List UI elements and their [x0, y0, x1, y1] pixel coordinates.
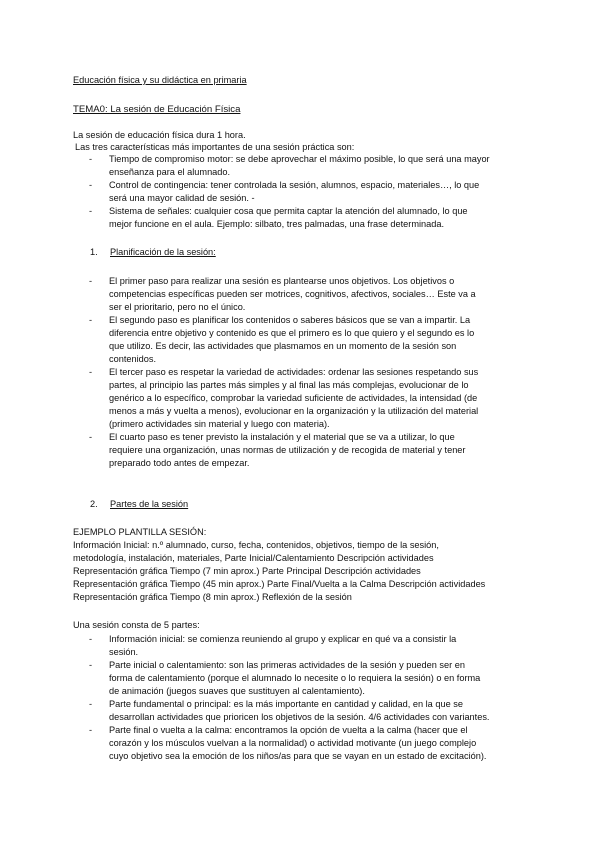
- list-line: menos a más y vuelta a menos), evolucionar en la organización y la utilización del material: [109, 406, 479, 416]
- list-item: [73, 205, 533, 231]
- list-line: El primer paso para realizar una sesión es plantearse unos objetivos. Los objetivos o: [109, 276, 455, 286]
- list-line: contenidos.: [109, 354, 156, 364]
- example-line: Representación gráfica Tiempo (7 min aprox.) Parte Principal Descripción actividades: [73, 566, 421, 576]
- list-line: partes, al principio las partes más simples y al final las más complejas, evolucionar de lo: [109, 380, 469, 390]
- list-item: [73, 724, 533, 763]
- list-line: cuyo objetivo sea la emoción de los niños/as para que se vayan en un estado de excitación).: [109, 751, 487, 761]
- example-line: metodología, instalación, materiales, Parte Inicial/Calentamiento Descripción actividades: [73, 553, 434, 563]
- list-line: (primero actividades sin material y luego con materia).: [109, 419, 330, 429]
- characteristics-list: [73, 153, 533, 231]
- section-number: 2.: [90, 499, 98, 509]
- list-line: Parte inicial o calentamiento: son las primeras actividades de la sesión y pueden ser en: [109, 660, 465, 670]
- parts-intro: Una sesión consta de 5 partes:: [73, 620, 200, 630]
- list-line: Parte fundamental o principal: es la más importante en cantidad y calidad, en la que se: [109, 699, 463, 709]
- list-line: forma de calentamiento (porque el alumnado lo necesite o lo requiera la sesión) o en forma: [109, 673, 481, 683]
- list-line: requiere una organización, unas normas de utilización y de recogida de material y tener: [109, 445, 466, 455]
- list-line: mejor funcione en el aula. Ejemplo: silbato, tres palmadas, una frase determinada.: [109, 219, 445, 229]
- bullet: -: [89, 634, 93, 644]
- list-line: genérico a lo específico, comprobar la variedad suficiente de actividades, la intensidad (de: [109, 393, 478, 403]
- list-line: de animación (juegos suaves que sustituyen al calentamiento).: [109, 686, 365, 696]
- list-line: El tercer paso es respetar la variedad de actividades: ordenar las sesiones respetando sus: [109, 367, 479, 377]
- bullet: -: [89, 367, 93, 377]
- bullet: -: [89, 154, 93, 164]
- bullet: -: [89, 315, 93, 325]
- document-title: Educación física y su didáctica en primaria: [73, 75, 247, 85]
- list-line: enseñanza para el alumnado.: [109, 167, 231, 177]
- example-title: EJEMPLO PLANTILLA SESIÓN:: [73, 527, 207, 537]
- section-number: 1.: [90, 247, 98, 257]
- example-line: Representación gráfica Tiempo (45 min aprox.) Parte Final/Vuelta a la Calma Descripción actividades: [73, 579, 486, 589]
- bullet: -: [89, 276, 93, 286]
- list-line: será una mayor calidad de sesión. -: [109, 193, 255, 203]
- bullet: -: [89, 180, 93, 190]
- list-item: [73, 431, 533, 470]
- list-line: Control de contingencia: tener controlada la sesión, alumnos, espacio, materiales…, lo que: [109, 180, 480, 190]
- example-template: [73, 539, 543, 604]
- list-line: preparado todo antes de empezar.: [109, 458, 250, 468]
- list-line: diferencia entre objetivo y contenido es que el primero es lo que quiero y el segundo es lo: [109, 328, 475, 338]
- list-line: competencias específicas pueden ser motrices, cognitivos, afectivos, sociales… Este va a: [109, 289, 476, 299]
- list-item: [73, 633, 533, 659]
- list-line: corazón y los músculos vuelvan a la normalidad) o actividad motivante (un juego complejo: [109, 738, 477, 748]
- bullet: -: [89, 660, 93, 670]
- intro-line-1: La sesión de educación física dura 1 hora.: [73, 130, 246, 140]
- list-line: desarrollan actividades que prioricen los objetivos de la sesión. 4/6 actividades con variantes.: [109, 712, 490, 722]
- topic-title: TEMA0: La sesión de Educación Física: [73, 104, 241, 115]
- list-item: [73, 314, 533, 366]
- bullet: -: [89, 699, 93, 709]
- list-line: ser el prioritario, pero no el único.: [109, 302, 246, 312]
- list-line: El cuarto paso es tener previsto la instalación y el material que se va a utilizar, lo que: [109, 432, 455, 442]
- section-heading-parts: [90, 498, 188, 511]
- list-line: Sistema de señales: cualquier cosa que permita captar la atención del alumnado, lo que: [109, 206, 468, 216]
- section-heading-planning: [90, 246, 216, 259]
- example-line: Representación gráfica Tiempo (8 min aprox.) Reflexión de la sesión: [73, 592, 352, 602]
- list-line: El segundo paso es planificar los contenidos o saberes básicos que se van a impartir. La: [109, 315, 471, 325]
- bullet: -: [89, 432, 93, 442]
- section-title: Partes de la sesión: [110, 499, 189, 509]
- list-item: [73, 698, 533, 724]
- list-line: sesión.: [109, 647, 139, 657]
- list-line: Parte final o vuelta a la calma: encontramos la opción de vuelta a la calma (hacer que el: [109, 725, 468, 735]
- bullet: -: [89, 725, 93, 735]
- list-line: que utilizo. Es decir, las actividades que plasmamos en un momento de la sesión son: [109, 341, 457, 351]
- intro-line-2: Las tres características más importantes de una sesión práctica son:: [75, 142, 355, 152]
- example-line: Información Inicial: n.º alumnado, curso, fecha, contenidos, objetivos, tiempo de la sesión,: [73, 540, 439, 550]
- list-item: [73, 275, 533, 314]
- list-item: [73, 366, 533, 431]
- list-line: Tiempo de compromiso motor: se debe aprovechar el máximo posible, lo que será una mayor: [109, 154, 490, 164]
- list-item: [73, 179, 533, 205]
- list-line: Información inicial: se comienza reuniendo al grupo y explicar en qué va a consistir la: [109, 634, 457, 644]
- parts-list: [73, 633, 533, 763]
- list-item: [73, 659, 533, 698]
- planning-list: [73, 275, 533, 470]
- section-title: Planificación de la sesión:: [110, 247, 216, 257]
- list-item: [73, 153, 533, 179]
- bullet: -: [89, 206, 93, 216]
